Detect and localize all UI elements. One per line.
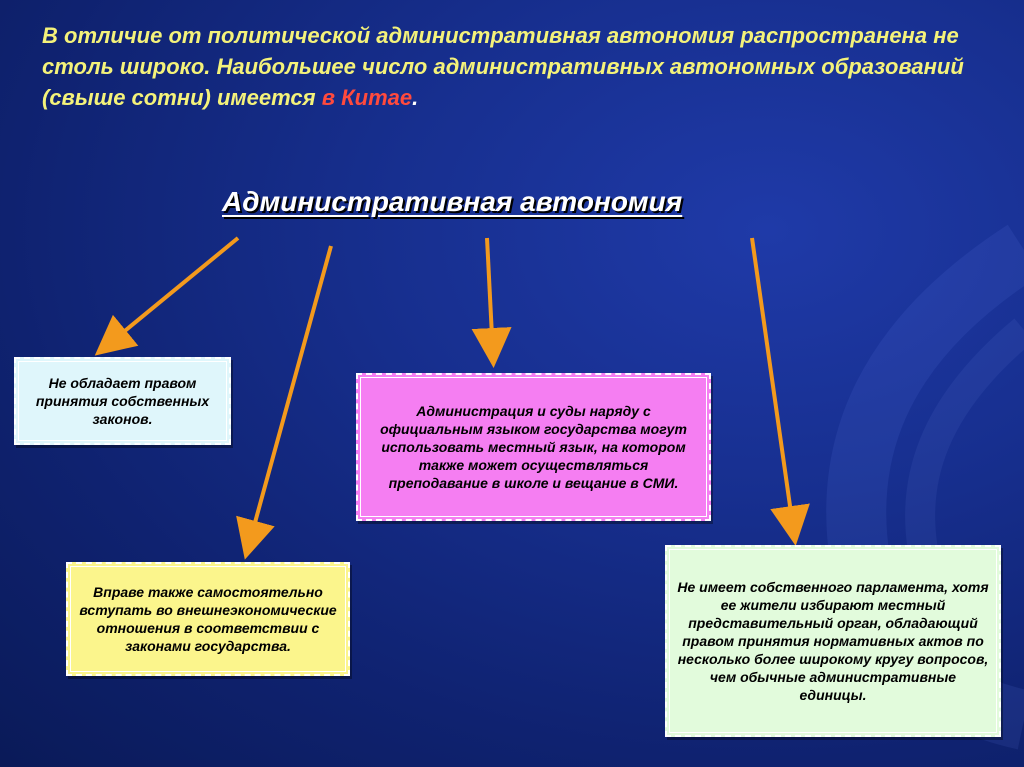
box-local-language (356, 373, 711, 521)
diagram-heading: Административная автономия (222, 186, 683, 217)
intro-text: В отличие от политической административная автономия распространена не столь широко. Наибольшее число административных автономных образований (свыше сотни) имеется (42, 23, 964, 110)
box-no-own-laws (14, 357, 231, 445)
box-no-parliament-text: Не имеет собственного парламента, хотя ее жители избирают местный представительный орган, обладающий правом принятия нормативных актов по несколько более широкому кругу вопросов, чем обычные административные единицы. (677, 579, 989, 703)
arrow-to-box-1 (104, 238, 238, 348)
box-no-parliament (665, 545, 1001, 737)
intro-highlight: в Китае (321, 85, 413, 110)
arrow-to-box-2 (487, 238, 493, 356)
box-foreign-economic (66, 562, 350, 676)
box-local-language-text: Администрация и суды наряду с официальным языком государства могут использовать местный язык, на котором также может осуществляться преподавание в школе и вещание в СМИ. (380, 403, 687, 491)
arrow-to-box-3 (248, 246, 331, 548)
box-no-own-laws-text: Не обладает правом принятия собственных законов. (35, 375, 210, 427)
intro-paragraph (42, 20, 1002, 113)
box-foreign-economic-text: Вправе также самостоятельно вступать во внешнеэкономические отношения в соответствии с законами государства. (79, 584, 337, 654)
intro-end: . (412, 85, 419, 110)
arrow-to-box-4 (752, 238, 794, 534)
